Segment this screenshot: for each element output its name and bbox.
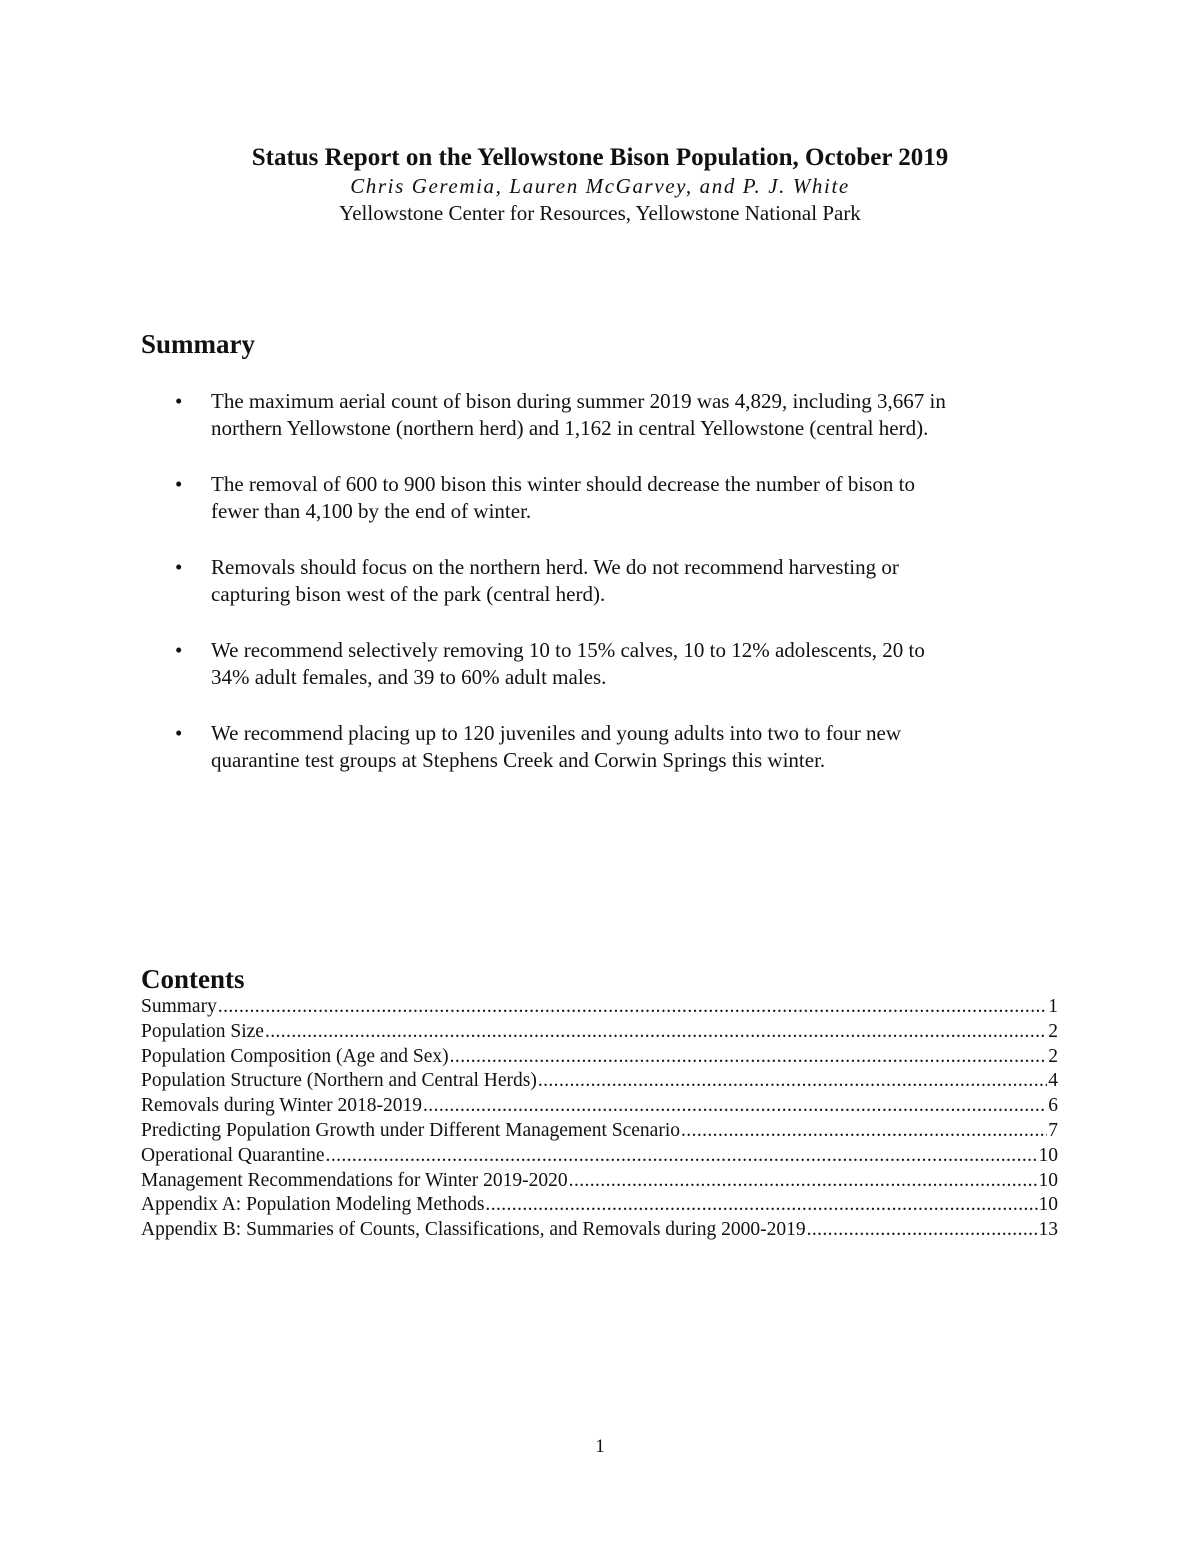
report-title: Status Report on the Yellowstone Bison Population, October 2019	[251, 144, 949, 171]
toc-entry-label: Summary	[141, 996, 217, 1017]
toc-leader-dots	[218, 995, 1047, 1020]
toc-leader-dots	[681, 1119, 1047, 1144]
toc-entry-page: 13	[1038, 1219, 1058, 1241]
summary-bullet-text	[211, 471, 1056, 525]
toc-entry-page: 10	[1038, 1144, 1058, 1166]
toc-entry-label: Appendix B: Summaries of Counts, Classifications, and Removals during 2000-2019	[141, 1219, 806, 1241]
toc-leader-dots	[265, 1020, 1047, 1045]
toc-entry-page: 10	[1038, 1169, 1058, 1191]
bullet-line: We recommend placing up to 120 juveniles and young adults into two to four new	[211, 721, 902, 745]
toc-entry-label: Operational Quarantine	[141, 1144, 325, 1166]
toc-entry[interactable]	[141, 1069, 1058, 1094]
toc-entry-label: Population Size	[141, 1020, 264, 1042]
toc-entry-page: 7	[1048, 1119, 1058, 1141]
toc-entry-label: Management Recommendations for Winter 2019-2020	[141, 1169, 568, 1191]
toc-entry-label: Appendix A: Population Modeling Methods	[141, 1194, 485, 1216]
bullet-icon: •	[175, 638, 183, 662]
bullet-line: 34% adult females, and 39 to 60% adult males.	[211, 665, 607, 689]
bullet-line: northern Yellowstone (northern herd) and 1,162 in central Yellowstone (central herd).	[211, 416, 929, 440]
toc-entry-label: Removals during Winter 2018-2019	[141, 1095, 423, 1117]
toc-leader-dots	[485, 1193, 1037, 1218]
bullet-line: quarantine test groups at Stephens Creek and Corwin Springs this winter.	[211, 748, 826, 772]
bullet-line: The maximum aerial count of bison during summer 2019 was 4,829, including 3,667 in	[211, 389, 946, 413]
toc-entry-page: 1	[1048, 996, 1058, 1017]
toc-leader-dots	[450, 1045, 1048, 1070]
toc-entry[interactable]	[141, 1193, 1058, 1218]
bullet-line: The removal of 600 to 900 bison this winter should decrease the number of bison to	[211, 472, 915, 496]
toc-entry[interactable]	[141, 1020, 1058, 1045]
page-number: 1	[595, 1436, 605, 1457]
table-of-contents	[141, 995, 1058, 1243]
contents-heading: Contents	[141, 964, 245, 994]
toc-entry-page: 2	[1048, 1045, 1058, 1067]
toc-entry[interactable]	[141, 1169, 1058, 1194]
toc-entry-label: Population Composition (Age and Sex)	[141, 1045, 449, 1067]
toc-entry-page: 10	[1038, 1194, 1058, 1216]
summary-bullet-text	[211, 720, 1056, 774]
bullet-line: fewer than 4,100 by the end of winter.	[211, 499, 532, 523]
summary-heading: Summary	[141, 329, 255, 359]
toc-leader-dots	[569, 1169, 1038, 1194]
bullet-icon: •	[175, 472, 183, 496]
bullet-line: We recommend selectively removing 10 to 15% calves, 10 to 12% adolescents, 20 to	[211, 638, 925, 662]
bullet-line: Removals should focus on the northern herd. We do not recommend harvesting or	[211, 555, 899, 579]
toc-entry[interactable]	[141, 1144, 1058, 1169]
summary-bullet-text	[211, 388, 1056, 442]
toc-entry[interactable]	[141, 995, 1058, 1020]
bullet-icon: •	[175, 389, 183, 413]
toc-entry[interactable]	[141, 1218, 1058, 1243]
toc-entry-page: 2	[1048, 1020, 1058, 1042]
summary-bullet-text	[211, 554, 1056, 608]
toc-entry[interactable]	[141, 1119, 1058, 1144]
report-affiliation: Yellowstone Center for Resources, Yellowstone National Park	[339, 201, 861, 225]
toc-leader-dots	[326, 1144, 1038, 1169]
toc-entry-label: Predicting Population Growth under Different Management Scenario	[141, 1119, 681, 1141]
toc-entry-page: 6	[1048, 1095, 1058, 1117]
bullet-line: capturing bison west of the park (central herd).	[211, 582, 606, 606]
toc-entry-page: 4	[1048, 1070, 1058, 1092]
bullet-icon: •	[175, 721, 183, 745]
report-authors: Chris Geremia, Lauren McGarvey, and P. J. White	[350, 174, 850, 198]
toc-leader-dots	[423, 1094, 1047, 1119]
toc-leader-dots	[538, 1069, 1047, 1094]
toc-entry[interactable]	[141, 1045, 1058, 1070]
bullet-icon: •	[175, 555, 183, 579]
summary-bullet-text	[211, 637, 1056, 691]
toc-entry-label: Population Structure (Northern and Central Herds)	[141, 1070, 537, 1092]
toc-leader-dots	[807, 1218, 1038, 1243]
toc-entry[interactable]	[141, 1094, 1058, 1119]
